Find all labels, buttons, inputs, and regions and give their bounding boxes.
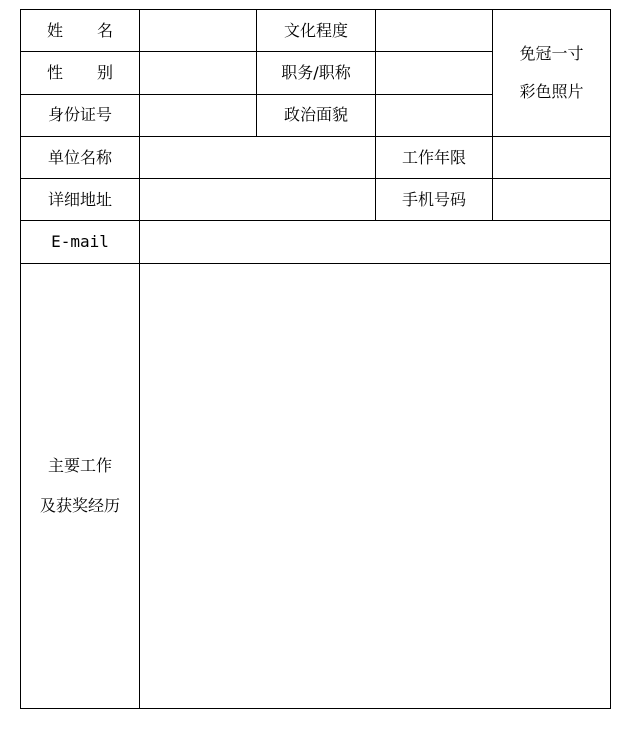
row-email <box>21 221 611 263</box>
years-label: 工作年限 <box>376 136 493 178</box>
phone-field[interactable] <box>493 179 611 221</box>
education-field[interactable] <box>376 10 493 52</box>
photo-box[interactable] <box>493 10 611 137</box>
email-field[interactable] <box>140 221 611 263</box>
position-field[interactable] <box>376 52 493 94</box>
gender-field[interactable] <box>140 52 257 94</box>
gender-label <box>21 52 140 94</box>
experience-label-line1: 主要工作 <box>47 455 112 475</box>
address-label: 详细地址 <box>21 179 140 221</box>
photo-label-line2: 彩色照片 <box>519 81 584 101</box>
name-label <box>21 10 140 52</box>
email-label: E-mail <box>21 221 140 263</box>
address-field[interactable] <box>140 179 376 221</box>
experience-label <box>21 263 140 708</box>
years-field[interactable] <box>493 136 611 178</box>
employer-field[interactable] <box>140 136 376 178</box>
name-label-char-1: 姓 <box>46 20 63 40</box>
position-label: 职务/职称 <box>257 52 376 94</box>
education-label: 文化程度 <box>257 10 376 52</box>
id-label: 身份证号 <box>21 94 140 136</box>
employer-label: 单位名称 <box>21 136 140 178</box>
id-field[interactable] <box>140 94 257 136</box>
registration-form <box>20 9 610 709</box>
row-address <box>21 179 611 221</box>
experience-field[interactable] <box>140 263 611 708</box>
political-label: 政治面貌 <box>257 94 376 136</box>
name-field[interactable] <box>140 10 257 52</box>
row-name <box>21 10 611 52</box>
phone-label: 手机号码 <box>376 179 493 221</box>
row-employer <box>21 136 611 178</box>
row-experience <box>21 263 611 708</box>
experience-label-line2: 及获奖经历 <box>39 495 120 515</box>
form-table <box>20 9 611 709</box>
name-label-char-2: 名 <box>97 20 114 40</box>
gender-label-char-2: 别 <box>97 62 114 82</box>
political-field[interactable] <box>376 94 493 136</box>
photo-label-line1: 免冠一寸 <box>519 43 584 63</box>
gender-label-char-1: 性 <box>46 62 63 82</box>
